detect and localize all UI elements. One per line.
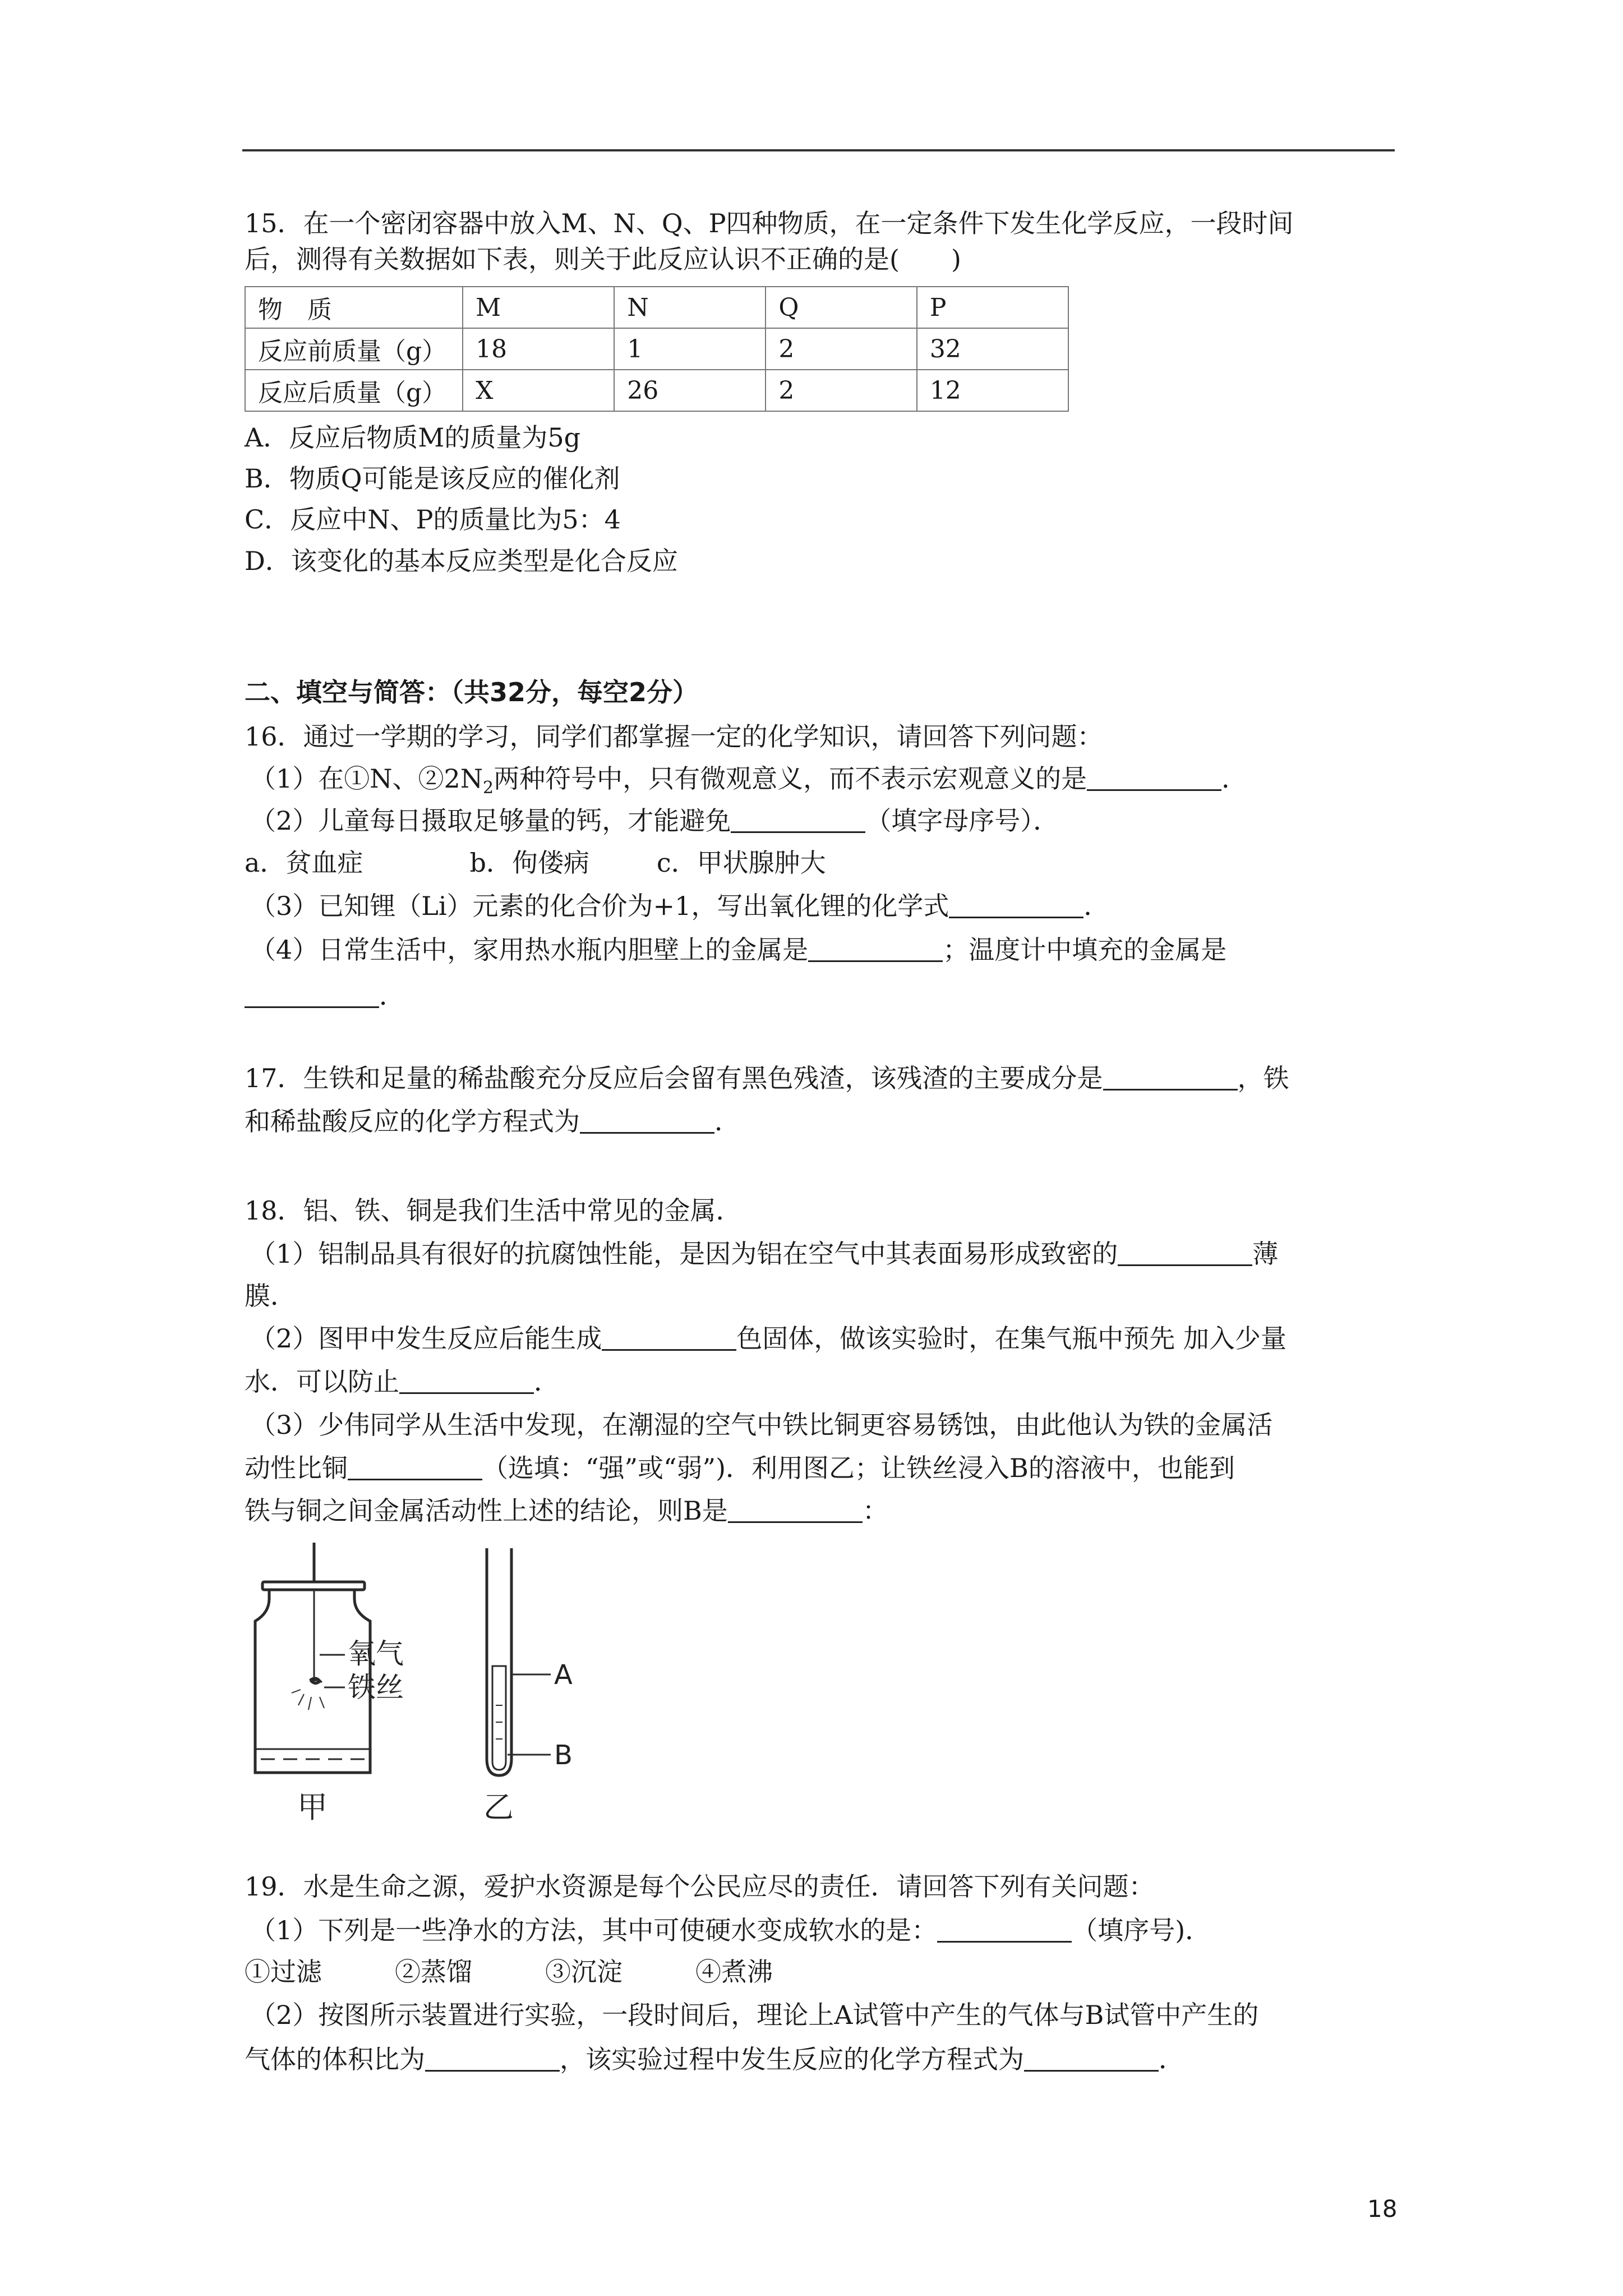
q18-part3-line3-pre: 铁与铜之间金属活动性上述的结论，则B是: [245, 1496, 728, 1526]
q16-part3: [250, 889, 1109, 923]
q17-line1: [245, 1061, 1289, 1095]
header-rule: [242, 149, 1395, 151]
answer-blank[interactable]: [949, 889, 1083, 918]
q19-choice-4: ④煮沸: [695, 1957, 773, 1987]
table-cell: X: [463, 370, 614, 411]
q16-part4-mid: ；温度计中填充的金属是: [943, 935, 1227, 965]
q19-part1: [250, 1913, 1211, 1947]
q16-part4: [250, 932, 1227, 967]
answer-blank[interactable]: [1087, 761, 1221, 791]
answer-blank[interactable]: [1103, 1061, 1238, 1091]
q16-part2-post: （填字母序号）．: [865, 806, 1059, 836]
q16-part3-end: ．: [1083, 891, 1110, 921]
q16-part2-pre: （2）儿童每日摄取足够量的钙，才能避免: [250, 806, 731, 836]
q19-choice-3: ③沉淀: [545, 1957, 623, 1987]
table-cell: 26: [614, 370, 766, 411]
label-figure-jia: 甲: [297, 1789, 328, 1825]
q19-part2-line2: [245, 2042, 1184, 2076]
q17-line2: [245, 1104, 740, 1138]
q19-part1-post: （填序号)．: [1072, 1915, 1211, 1945]
q19-part1-pre: （1）下列是一些净水的方法，其中可使硬水变成软水的是：: [250, 1915, 938, 1945]
q18-part2-post: 色固体，做该实验时，在集气瓶中预先 加入少量: [736, 1323, 1287, 1354]
q19-choices: [245, 1955, 773, 1989]
answer-blank[interactable]: [399, 1364, 534, 1394]
table-cell: 12: [917, 370, 1068, 411]
table-cell: 物 质: [245, 287, 463, 328]
q18-part2-end: ．: [534, 1366, 560, 1397]
table-header-row: [245, 287, 1068, 328]
answer-blank[interactable]: [1024, 2042, 1159, 2072]
q16-part3-pre: （3）已知锂（Li）元素的化合价为+1，写出氧化锂的化学式: [250, 891, 949, 921]
table-cell: 反应后质量（g）: [245, 370, 463, 411]
q19-part2-end: ．: [1159, 2044, 1184, 2074]
q16-part1-end: ．: [1221, 763, 1248, 794]
table-cell: 18: [463, 328, 614, 370]
q18-part2-pre: （2）图甲中发生反应后能生成: [250, 1323, 602, 1354]
q18-part3-end: ：: [862, 1496, 888, 1526]
q19-part2-line2-pre: 气体的体积比为: [245, 2044, 425, 2074]
q16-intro: 16．通过一学期的学习，同学们都掌握一定的化学知识，请回答下列问题：: [245, 721, 1103, 752]
q15-data-table: [245, 286, 1069, 412]
q17-pre: 17．生铁和足量的稀盐酸充分反应后会留有黑色残渣，该残渣的主要成分是: [245, 1063, 1103, 1093]
q18-part2: [250, 1321, 1287, 1355]
q16-choice-c: c．甲状腺肿大: [656, 848, 826, 878]
table-cell: Q: [766, 287, 916, 328]
q18-part3-line2-pre: 动性比铜: [245, 1453, 348, 1483]
label-a: A: [554, 1659, 573, 1691]
table-cell: 2: [766, 328, 916, 370]
q15-option-c: C．反应中N、P的质量比为5：4: [245, 504, 621, 535]
answer-blank[interactable]: [731, 803, 865, 833]
q16-choices: [245, 846, 826, 880]
answer-blank[interactable]: [348, 1451, 482, 1480]
q15-line1: 15．在一个密闭容器中放入M、N、Q、P四种物质，在一定条件下发生化学反应，一段时间: [245, 208, 1294, 238]
q19-part2-line1: （2）按图所示装置进行实验，一段时间后，理论上A试管中产生的气体与B试管中产生的: [250, 2000, 1259, 2030]
q17-mid: ，铁: [1237, 1063, 1289, 1093]
q16-part4-end: ．: [379, 981, 405, 1011]
table-cell: 1: [614, 328, 766, 370]
q16-choice-a: a．贫血症: [245, 848, 363, 878]
q16-part4-cont: [245, 978, 405, 1013]
answer-blank[interactable]: [728, 1493, 863, 1523]
answer-blank[interactable]: [602, 1321, 736, 1351]
q18-part3-line2: [245, 1451, 1235, 1485]
table-row: [245, 370, 1068, 411]
q15-option-a: A．反应后物质M的质量为5g: [245, 422, 581, 453]
label-b: B: [554, 1740, 573, 1771]
q18-part3-line3: [245, 1493, 888, 1527]
q18-part2-cont: [245, 1364, 560, 1398]
experiment-figure: [230, 1537, 645, 1829]
q15-option-d: D．该变化的基本反应类型是化合反应: [245, 546, 678, 576]
table-cell: 反应前质量（g）: [245, 328, 463, 370]
answer-blank[interactable]: [1118, 1236, 1252, 1266]
q16-part1-pre: （1）在①N、②2N: [250, 763, 483, 794]
table-cell: N: [614, 287, 766, 328]
answer-blank[interactable]: [245, 978, 379, 1008]
answer-blank[interactable]: [808, 932, 943, 962]
label-figure-yi: 乙: [483, 1789, 514, 1825]
q16-part4-pre: （4）日常生活中，家用热水瓶内胆壁上的金属是: [250, 935, 809, 965]
page-number: 18: [1367, 2195, 1398, 2223]
q18-part2-line2-pre: 水．可以防止: [245, 1366, 399, 1397]
q16-choice-b: b．佝偻病: [469, 848, 589, 878]
answer-blank[interactable]: [425, 2042, 560, 2072]
table-row: [245, 328, 1068, 370]
q17-end: ．: [714, 1106, 740, 1137]
q16-part1-subscript: 2: [483, 778, 494, 798]
answer-blank[interactable]: [580, 1104, 714, 1134]
label-iron-wire: 铁丝: [348, 1671, 404, 1704]
q19-intro: 19．水是生命之源，爱护水资源是每个公民应尽的责任．请回答下列有关问题：: [245, 1871, 1155, 1902]
section-heading: 二、填空与简答：（共32分，每空2分）: [245, 677, 699, 707]
q16-part2: [250, 803, 1059, 838]
table-cell: 32: [917, 328, 1068, 370]
q18-part1-cont: 膜．: [245, 1281, 296, 1311]
table-cell: M: [463, 287, 614, 328]
q15-line2: 后，测得有关数据如下表，则关于此反应认识不正确的是( ): [245, 244, 961, 274]
table-cell: 2: [766, 370, 916, 411]
q16-part1: [250, 761, 1247, 805]
q17-line2-pre: 和稀盐酸反应的化学方程式为: [245, 1106, 580, 1137]
q18-part1: [250, 1236, 1278, 1271]
test-tube-diagram: [487, 1548, 551, 1775]
q19-choice-1: ①过滤: [245, 1957, 322, 1987]
table-cell: P: [917, 287, 1068, 328]
q18-part3-line2-post: （选填：“强”或“弱”)．利用图乙；让铁丝浸入B的溶液中，也能到: [482, 1453, 1235, 1483]
q18-intro: 18．铝、铁、铜是我们生活中常见的金属．: [245, 1195, 742, 1226]
label-oxygen: 氧气: [348, 1637, 404, 1670]
q18-part3-line1: （3）少伟同学从生活中发现，在潮湿的空气中铁比铜更容易锈蚀，由此他认为铁的金属活: [250, 1410, 1273, 1440]
q18-part1-pre: （1）铝制品具有很好的抗腐蚀性能，是因为铝在空气中其表面易形成致密的: [250, 1239, 1118, 1269]
answer-blank[interactable]: [937, 1913, 1072, 1943]
q19-part2-line2-mid: ，该实验过程中发生反应的化学方程式为: [560, 2044, 1024, 2074]
q19-choice-2: ②蒸馏: [395, 1957, 472, 1987]
q15-option-b: B．物质Q可能是该反应的催化剂: [245, 463, 620, 494]
q16-part1-post: 两种符号中，只有微观意义，而不表示宏观意义的是: [494, 763, 1087, 794]
q18-part1-post: 薄: [1252, 1239, 1279, 1269]
